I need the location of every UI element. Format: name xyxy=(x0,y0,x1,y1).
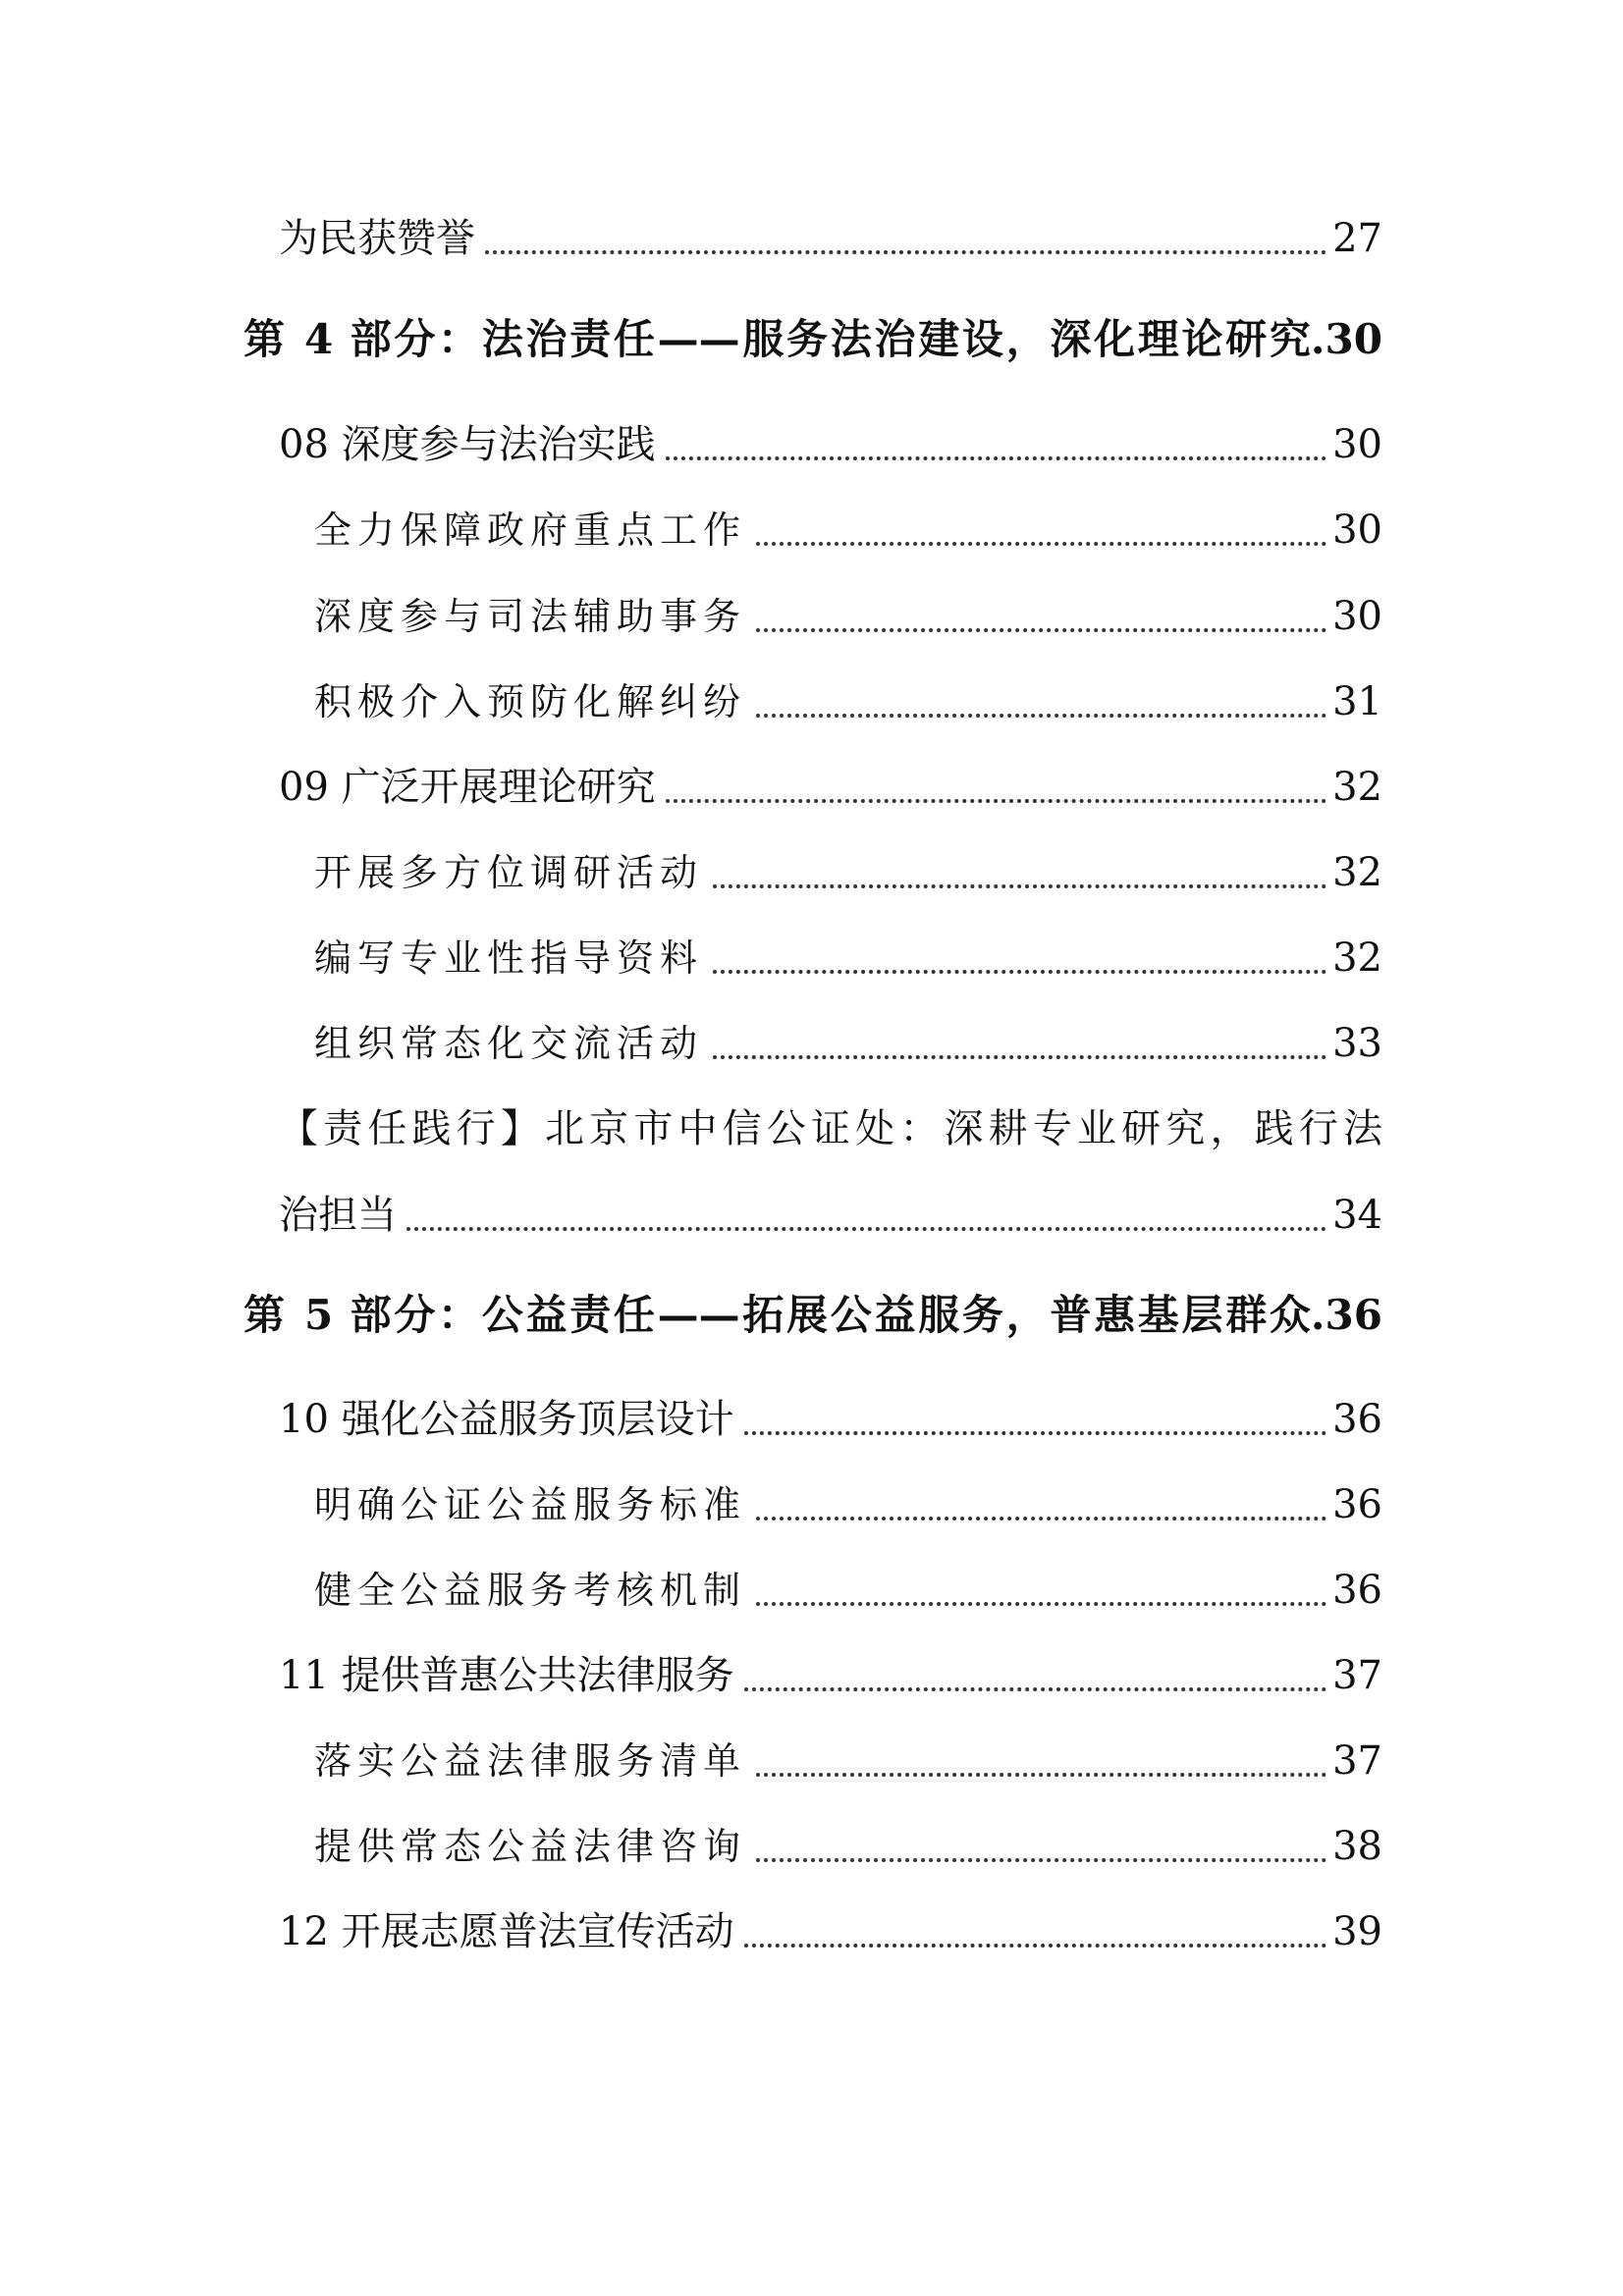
toc-subentry-page: 38 xyxy=(1332,1824,1382,1869)
toc-entry-title: 治担当 xyxy=(279,1193,397,1238)
toc-entry-title: 10 强化公益服务顶层设计 xyxy=(279,1397,734,1442)
toc-entry-page: 37 xyxy=(1332,1653,1382,1698)
toc-subentry-title: 提供常态公益法律咨询 xyxy=(314,1825,747,1868)
dot-leader xyxy=(744,1944,1326,1948)
toc-subentry[interactable] xyxy=(0,506,1623,555)
toc-entry-title: 09 广泛开展理论研究 xyxy=(279,765,656,810)
toc-subentry[interactable] xyxy=(0,1736,1623,1786)
toc-subentry-page: 30 xyxy=(1332,594,1382,639)
dot-leader xyxy=(756,714,1326,718)
dot-leader xyxy=(713,1055,1326,1059)
toc-entry[interactable] xyxy=(0,1907,1623,1956)
toc-subentry[interactable] xyxy=(0,677,1623,726)
toc-section-page: .36 xyxy=(1310,1291,1382,1339)
toc-entry-title-line1[interactable]: 【责任践行】北京市中信公证处：深耕专业研究，践行法 xyxy=(279,1106,1382,1151)
toc-subentry-page: 36 xyxy=(1332,1568,1382,1613)
toc-subentry[interactable] xyxy=(0,592,1623,641)
toc-entry[interactable] xyxy=(0,1395,1623,1444)
toc-section-title: 第 4 部分：法治责任——服务法治建设，深化理论研究 xyxy=(243,315,1311,363)
toc-entry-page: 27 xyxy=(1332,216,1382,261)
toc-section-heading[interactable] xyxy=(0,1290,1623,1341)
toc-subentry-title: 明确公证公益服务标准 xyxy=(314,1483,747,1526)
toc-subentry-page: 37 xyxy=(1332,1738,1382,1784)
toc-subentry-title: 编写专业性指导资料 xyxy=(314,936,704,980)
toc-entry[interactable] xyxy=(0,1651,1623,1700)
dot-leader xyxy=(756,542,1326,546)
toc-entry[interactable] xyxy=(0,763,1623,812)
dot-leader xyxy=(713,884,1326,888)
toc-entry-title: 12 开展志愿普法宣传活动 xyxy=(279,1909,734,1954)
toc-section-page: .30 xyxy=(1310,315,1382,363)
dot-leader xyxy=(406,1227,1326,1231)
toc-entry-page: 34 xyxy=(1332,1193,1382,1238)
toc-entry-page: 30 xyxy=(1332,422,1382,467)
toc-subentry-page: 36 xyxy=(1332,1482,1382,1527)
dot-leader xyxy=(756,1773,1326,1777)
toc-subentry-title: 组织常态化交流活动 xyxy=(314,1022,704,1065)
toc-subentry-title: 积极介入预防化解纠纷 xyxy=(314,680,747,723)
toc-entry-title: 11 提供普惠公共法律服务 xyxy=(279,1653,734,1698)
dot-leader xyxy=(756,628,1326,632)
dot-leader xyxy=(756,1602,1326,1606)
dot-leader xyxy=(744,1687,1326,1691)
toc-subentry-page: 32 xyxy=(1332,935,1382,981)
toc-entry[interactable] xyxy=(0,1191,1623,1240)
toc-section-heading[interactable] xyxy=(0,314,1623,365)
toc-subentry-page: 31 xyxy=(1332,679,1382,724)
toc-subentry-title: 深度参与司法辅助事务 xyxy=(314,595,747,638)
toc-subentry[interactable] xyxy=(0,848,1623,897)
dot-leader xyxy=(666,799,1326,803)
toc-subentry-title: 开展多方位调研活动 xyxy=(314,851,704,894)
toc-subentry[interactable] xyxy=(0,1566,1623,1615)
toc-entry-title: 为民获赞誉 xyxy=(279,216,475,261)
dot-leader xyxy=(713,970,1326,974)
dot-leader xyxy=(756,1858,1326,1862)
toc-subentry[interactable] xyxy=(0,1019,1623,1068)
toc-subentry-page: 32 xyxy=(1332,850,1382,895)
toc-entry-title: 08 深度参与法治实践 xyxy=(279,422,656,467)
toc-subentry[interactable] xyxy=(0,934,1623,983)
toc-entry-page: 36 xyxy=(1332,1397,1382,1442)
dot-leader xyxy=(744,1431,1326,1435)
toc-subentry[interactable] xyxy=(0,1822,1623,1871)
dot-leader xyxy=(485,250,1326,254)
dot-leader xyxy=(756,1517,1326,1521)
toc-entry-page: 39 xyxy=(1332,1909,1382,1954)
toc-subentry-page: 33 xyxy=(1332,1021,1382,1066)
toc-subentry[interactable] xyxy=(0,1480,1623,1529)
toc-entry-page: 32 xyxy=(1332,765,1382,810)
toc-entry[interactable] xyxy=(0,420,1623,469)
toc-subentry-title: 全力保障政府重点工作 xyxy=(314,508,747,552)
toc-subentry-title: 健全公益服务考核机制 xyxy=(314,1569,747,1612)
toc-subentry-title: 落实公益法律服务清单 xyxy=(314,1739,747,1783)
toc-section-title: 第 5 部分：公益责任——拓展公益服务，普惠基层群众 xyxy=(243,1291,1311,1339)
toc-subentry-page: 30 xyxy=(1332,507,1382,553)
dot-leader xyxy=(666,456,1326,460)
toc-entry[interactable] xyxy=(0,214,1623,263)
